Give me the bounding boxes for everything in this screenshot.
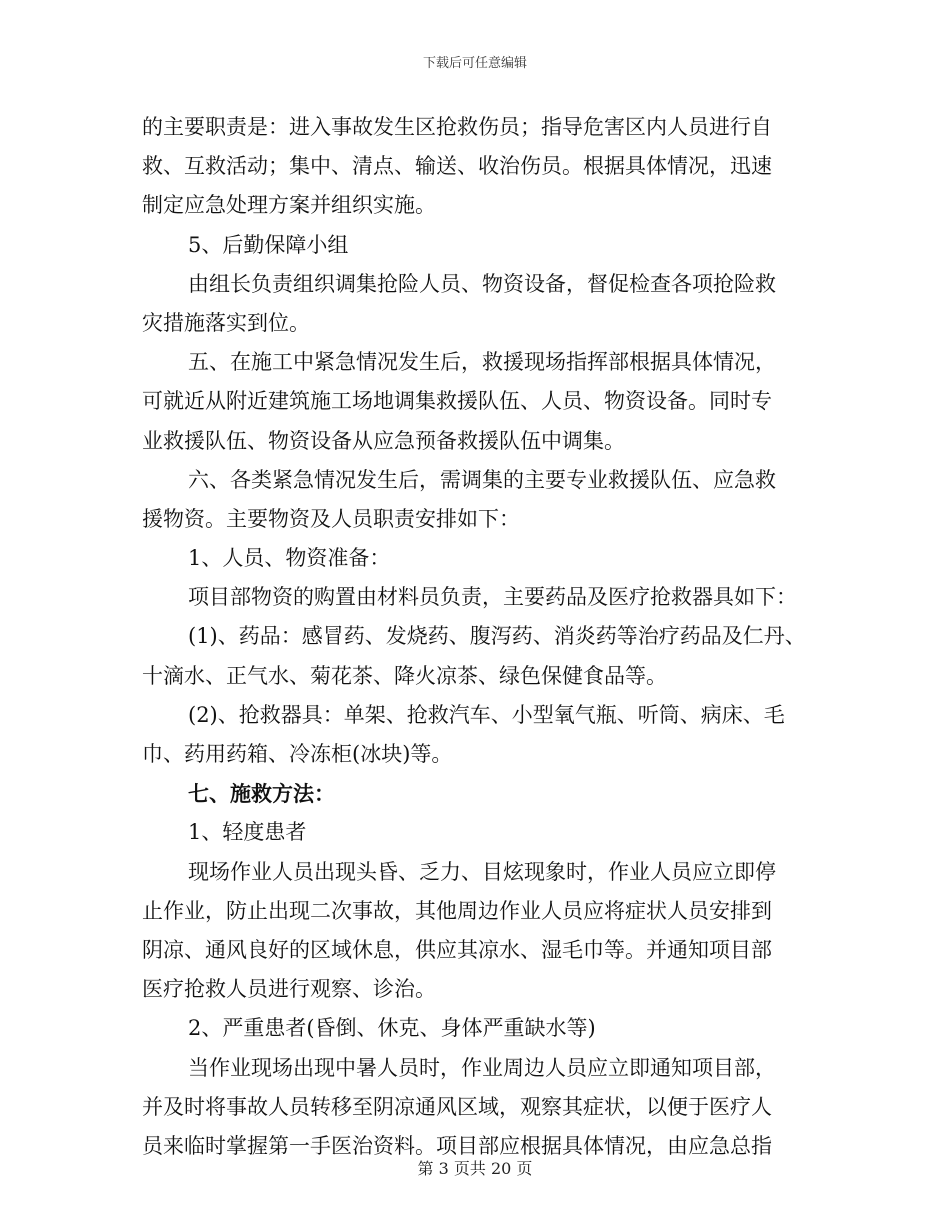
- text-line: 援物资。主要物资及人员职责安排如下：: [142, 506, 520, 531]
- list-item: (2)、抢救器具：单架、抢救汽车、小型氧气瓶、听筒、病床、毛: [188, 702, 785, 727]
- text-line: 的主要职责是：进入事故发生区抢救伤员；指导危害区内人员进行自: [142, 115, 772, 139]
- page-footer: 第 3 页共 20 页: [417, 1159, 533, 1178]
- text-line: 业救援队伍、物资设备从应急预备救援队伍中调集。: [142, 428, 625, 453]
- text-line: 巾、药用药箱、冷冻柜(冰块)等。: [142, 742, 453, 766]
- text-line: 制定应急处理方案并组织实施。: [142, 193, 436, 218]
- text-line: 十滴水、正气水、菊花茶、降火凉茶、绿色保健食品等。: [142, 663, 667, 688]
- text-line: 医疗抢救人员进行观察、诊治。: [142, 977, 436, 1002]
- section-heading: 1、人员、物资准备：: [188, 546, 391, 571]
- text-line: 现场作业人员出现头昏、乏力、目炫现象时，作业人员应立即停: [188, 859, 776, 884]
- text-line: 并及时将事故人员转移至阴凉通风区域，观察其症状，以便于医疗人: [142, 1094, 772, 1119]
- text-line: 止作业，防止出现二次事故，其他周边作业人员应将症状人员安排到: [142, 898, 772, 923]
- list-item: (1)、药品：感冒药、发烧药、腹泻药、消炎药等治疗药品及仁丹、: [188, 624, 806, 649]
- text-line: 由组长负责组织调集抢险人员、物资设备，督促检查各项抢险救: [188, 271, 776, 296]
- page-header: 下载后可任意编辑: [422, 56, 527, 71]
- section-heading: 1、轻度患者: [188, 820, 307, 845]
- text-line: 当作业现场出现中暑人员时，作业周边人员应立即通知项目部，: [188, 1055, 776, 1080]
- text-line: 员来临时掌握第一手医治资料。项目部应根据具体情况，由应急总指: [142, 1133, 772, 1158]
- section-heading: 七、施救方法：: [188, 781, 335, 807]
- text-line: 项目部物资的购置由材料员负责，主要药品及医疗抢救器具如下：: [188, 585, 797, 610]
- text-line: 阴凉、通风良好的区域休息，供应其凉水、湿毛巾等。并通知项目部: [142, 937, 772, 962]
- section-heading: 2、严重患者(昏倒、休克、身体严重缺水等): [188, 1016, 596, 1041]
- text-line: 救、互救活动；集中、清点、输送、收治伤员。根据具体情况，迅速: [142, 154, 772, 179]
- text-line: 六、各类紧急情况发生后，需调集的主要专业救援队伍、应急救: [188, 467, 776, 492]
- text-line: 灾措施落实到位。: [142, 310, 310, 335]
- document-body: [142, 108, 806, 1166]
- text-line: 五、在施工中紧急情况发生后，救援现场指挥部根据具体情况，: [188, 350, 776, 375]
- text-line: 可就近从附近建筑施工场地调集救援队伍、人员、物资设备。同时专: [142, 389, 772, 414]
- section-heading: 5、后勤保障小组: [188, 232, 349, 257]
